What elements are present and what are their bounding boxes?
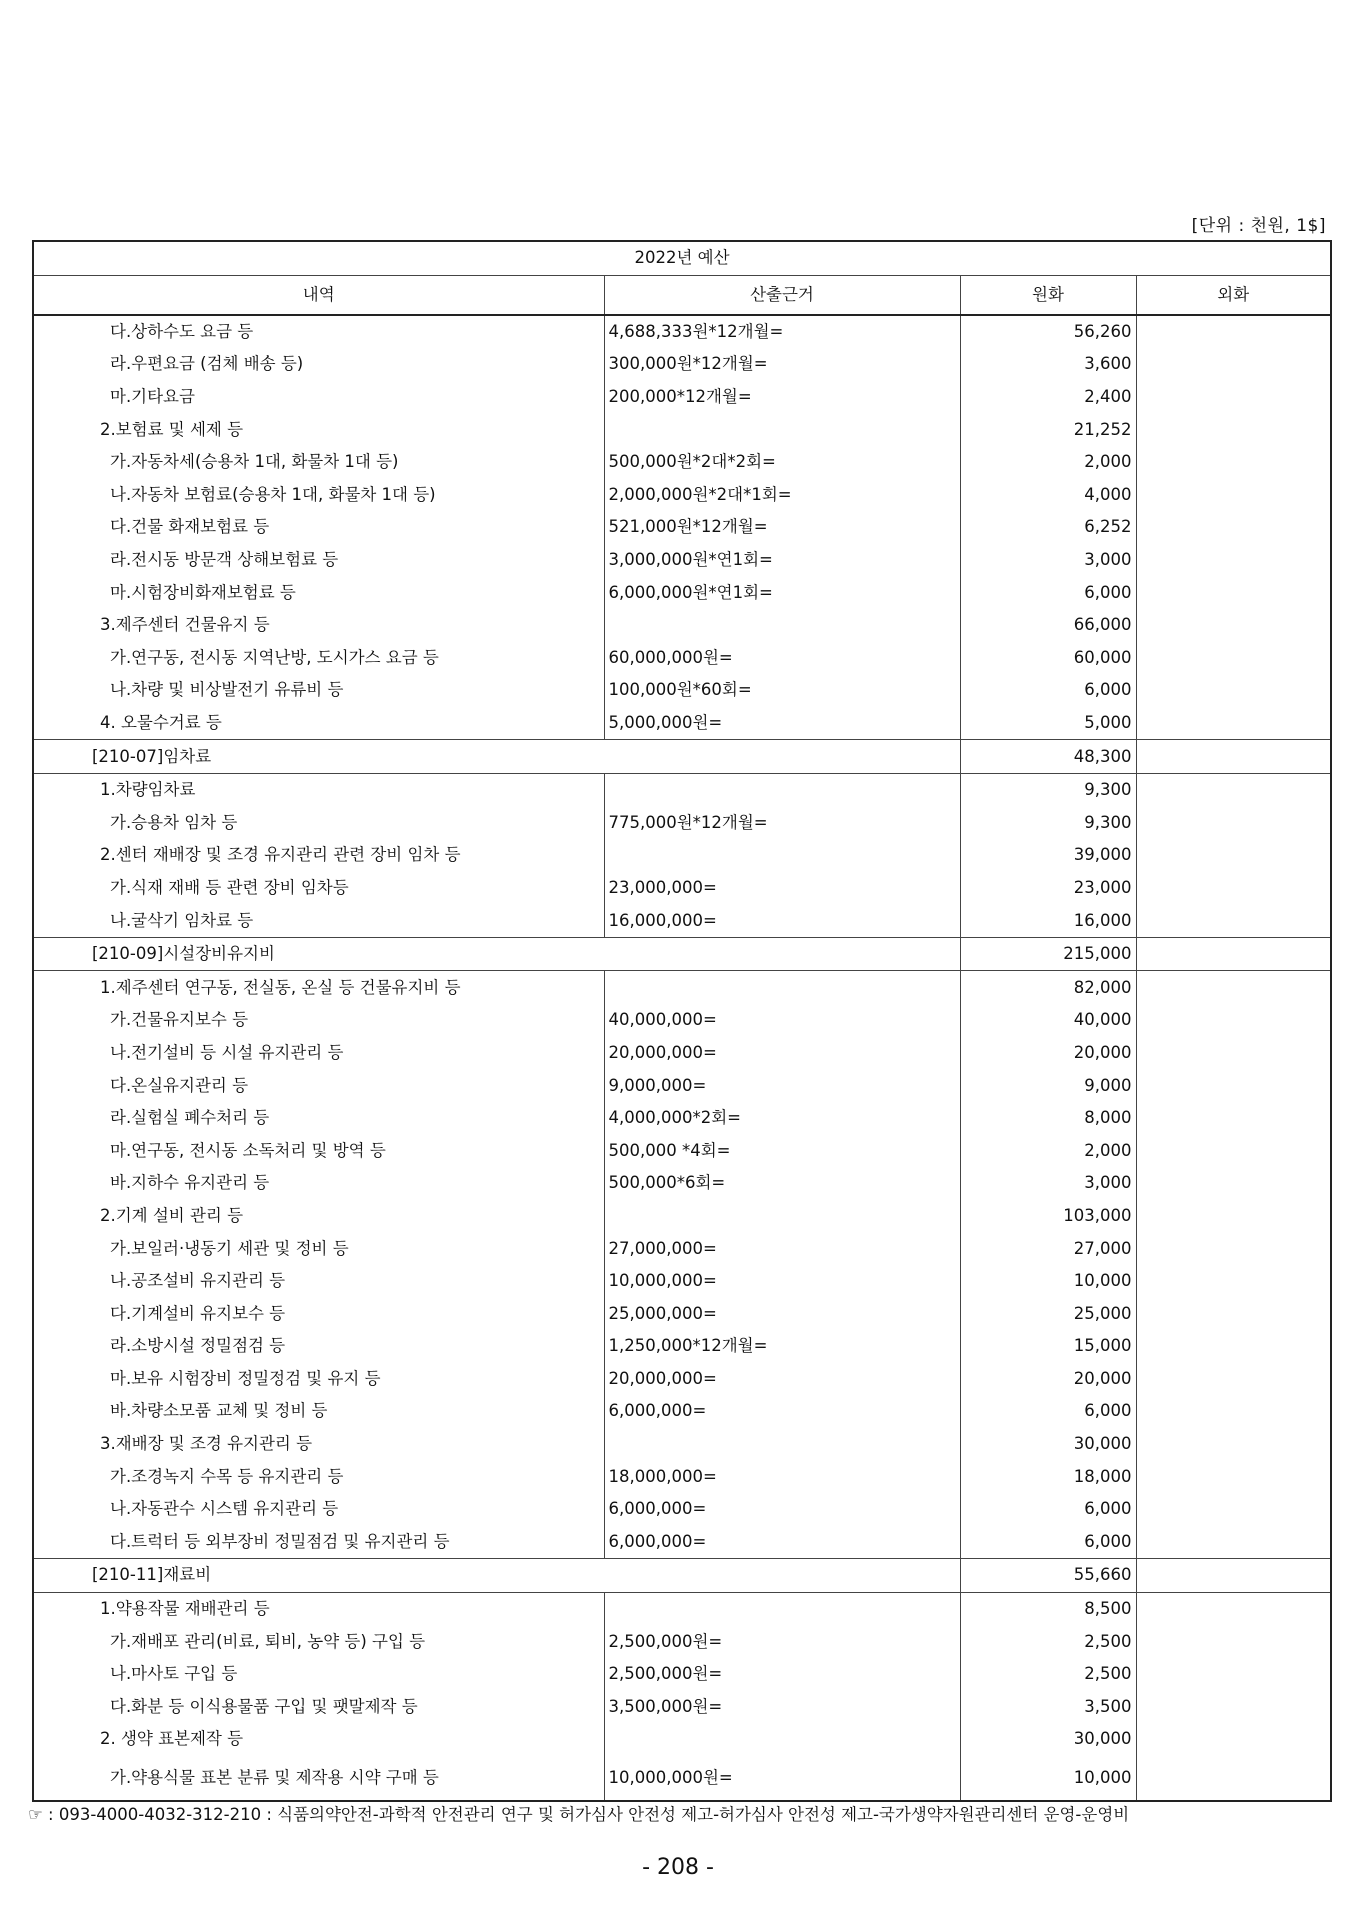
item-basis (604, 609, 960, 642)
item-amount-won: 27,000 (960, 1232, 1136, 1265)
item-basis: 100,000원*60회= (604, 674, 960, 707)
table-row (33, 1756, 1331, 1801)
item-amount-won: 25,000 (960, 1297, 1136, 1330)
item-description: 다.기계설비 유지보수 등 (33, 1297, 604, 1330)
table-row (33, 609, 1331, 642)
section-amount-won: 48,300 (960, 740, 1136, 774)
item-basis: 9,000,000= (604, 1069, 960, 1102)
item-basis: 300,000원*12개월= (604, 348, 960, 381)
item-description: 다.건물 화재보험료 등 (33, 511, 604, 544)
item-basis (604, 773, 960, 806)
item-amount-won: 16,000 (960, 904, 1136, 937)
table-row (33, 544, 1331, 577)
item-basis: 2,000,000원*2대*1회= (604, 479, 960, 512)
item-description: 나.공조설비 유지관리 등 (33, 1265, 604, 1298)
item-basis: 500,000 *4회= (604, 1134, 960, 1167)
item-basis: 27,000,000= (604, 1232, 960, 1265)
table-row (33, 348, 1331, 381)
item-basis: 1,250,000*12개월= (604, 1330, 960, 1363)
amount-foreign (1136, 1232, 1331, 1265)
amount-foreign (1136, 446, 1331, 479)
item-amount-won: 3,000 (960, 1167, 1136, 1200)
item-basis (604, 1428, 960, 1461)
table-row (33, 1395, 1331, 1428)
table-row (33, 707, 1331, 740)
table-row (33, 674, 1331, 707)
table-row (33, 1526, 1331, 1559)
item-basis (604, 971, 960, 1004)
item-amount-won: 21,252 (960, 413, 1136, 446)
item-description: 2.기계 설비 관리 등 (33, 1200, 604, 1233)
table-row (33, 315, 1331, 349)
amount-foreign (1136, 609, 1331, 642)
amount-foreign (1136, 839, 1331, 872)
footnote: ☞ : 093-4000-4032-312-210 : 식품의약안전-과학적 안전관리 연구 및 허가심사 안전성 제고-허가심사 안전성 제고-국가생약자원관리센터 운영-운영비 (28, 1805, 1130, 1824)
table-row (33, 1200, 1331, 1233)
amount-foreign (1136, 904, 1331, 937)
item-description: 나.자동관수 시스템 유지관리 등 (33, 1493, 604, 1526)
table-row (33, 904, 1331, 937)
amount-foreign (1136, 1363, 1331, 1396)
item-description: 3.재배장 및 조경 유지관리 등 (33, 1428, 604, 1461)
amount-foreign (1136, 1395, 1331, 1428)
table-row (33, 1167, 1331, 1200)
amount-foreign (1136, 1330, 1331, 1363)
item-basis: 18,000,000= (604, 1460, 960, 1493)
item-basis (604, 839, 960, 872)
item-amount-won: 66,000 (960, 609, 1136, 642)
item-amount-won: 15,000 (960, 1330, 1136, 1363)
item-description: 가.건물유지보수 등 (33, 1004, 604, 1037)
item-amount-won: 10,000 (960, 1756, 1136, 1801)
section-amount-won: 55,660 (960, 1559, 1136, 1593)
table-row (33, 642, 1331, 675)
amount-foreign (1136, 1625, 1331, 1658)
item-amount-won: 30,000 (960, 1428, 1136, 1461)
table-row (33, 1037, 1331, 1070)
item-basis: 4,688,333원*12개월= (604, 315, 960, 349)
item-description: 나.굴삭기 임차료 등 (33, 904, 604, 937)
item-description: 다.상하수도 요금 등 (33, 315, 604, 349)
amount-foreign (1136, 315, 1331, 349)
item-amount-won: 6,000 (960, 576, 1136, 609)
table-row (33, 1232, 1331, 1265)
item-amount-won: 3,000 (960, 544, 1136, 577)
amount-foreign (1136, 674, 1331, 707)
amount-foreign (1136, 1297, 1331, 1330)
header-description: 내역 (33, 275, 604, 315)
table-row (33, 807, 1331, 840)
item-description: 다.트럭터 등 외부장비 정밀점검 및 유지관리 등 (33, 1526, 604, 1559)
item-description: 가.승용차 임차 등 (33, 807, 604, 840)
item-amount-won: 4,000 (960, 479, 1136, 512)
amount-foreign (1136, 740, 1331, 774)
section-title: [210-09]시설장비유지비 (33, 937, 960, 971)
table-row (33, 1723, 1331, 1756)
amount-foreign (1136, 1428, 1331, 1461)
section-row (33, 740, 1331, 774)
item-basis: 10,000,000= (604, 1265, 960, 1298)
item-amount-won: 9,300 (960, 773, 1136, 806)
item-amount-won: 2,000 (960, 1134, 1136, 1167)
item-description: 가.식재 재배 등 관련 장비 임차등 (33, 872, 604, 905)
item-description: 마.연구동, 전시동 소독처리 및 방역 등 (33, 1134, 604, 1167)
item-basis: 6,000,000원*연1회= (604, 576, 960, 609)
table-row (33, 1265, 1331, 1298)
table-row (33, 1428, 1331, 1461)
amount-foreign (1136, 1493, 1331, 1526)
section-amount-won: 215,000 (960, 937, 1136, 971)
item-basis: 20,000,000= (604, 1363, 960, 1396)
item-basis: 25,000,000= (604, 1297, 960, 1330)
item-amount-won: 9,300 (960, 807, 1136, 840)
item-description: 라.전시동 방문객 상해보험료 등 (33, 544, 604, 577)
table-row (33, 971, 1331, 1004)
item-description: 다.화분 등 이식용물품 구입 및 팻말제작 등 (33, 1691, 604, 1724)
amount-foreign (1136, 1134, 1331, 1167)
amount-foreign (1136, 773, 1331, 806)
item-basis (604, 1200, 960, 1233)
item-amount-won: 2,000 (960, 446, 1136, 479)
item-basis: 775,000원*12개월= (604, 807, 960, 840)
item-basis: 20,000,000= (604, 1037, 960, 1070)
item-description: 2. 생약 표본제작 등 (33, 1723, 604, 1756)
amount-foreign (1136, 1102, 1331, 1135)
item-basis: 3,000,000원*연1회= (604, 544, 960, 577)
amount-foreign (1136, 1200, 1331, 1233)
item-description: 가.재배포 관리(비료, 퇴비, 농약 등) 구입 등 (33, 1625, 604, 1658)
item-description: 1.약용작물 재배관리 등 (33, 1592, 604, 1625)
table-row (33, 1004, 1331, 1037)
item-amount-won: 8,000 (960, 1102, 1136, 1135)
budget-table (32, 240, 1332, 1802)
item-description: 1.제주센터 연구동, 전실동, 온실 등 건물유지비 등 (33, 971, 604, 1004)
amount-foreign (1136, 576, 1331, 609)
amount-foreign (1136, 479, 1331, 512)
table-row (33, 839, 1331, 872)
item-basis (604, 413, 960, 446)
item-amount-won: 82,000 (960, 971, 1136, 1004)
amount-foreign (1136, 1167, 1331, 1200)
table-row (33, 479, 1331, 512)
item-basis: 6,000,000= (604, 1526, 960, 1559)
item-amount-won: 103,000 (960, 1200, 1136, 1233)
table-row (33, 1297, 1331, 1330)
item-description: 나.자동차 보험료(승용차 1대, 화물차 1대 등) (33, 479, 604, 512)
amount-foreign (1136, 1756, 1331, 1801)
item-basis (604, 1592, 960, 1625)
table-row (33, 1592, 1331, 1625)
item-description: 다.온실유지관리 등 (33, 1069, 604, 1102)
section-title: [210-07]임차료 (33, 740, 960, 774)
table-row (33, 1493, 1331, 1526)
item-description: 1.차량임차료 (33, 773, 604, 806)
item-description: 가.보일러·냉동기 세관 및 정비 등 (33, 1232, 604, 1265)
amount-foreign (1136, 1691, 1331, 1724)
item-description: 마.기타요금 (33, 381, 604, 414)
item-description: 라.우편요금 (검체 배송 등) (33, 348, 604, 381)
item-amount-won: 20,000 (960, 1363, 1136, 1396)
table-row (33, 381, 1331, 414)
item-basis: 6,000,000= (604, 1493, 960, 1526)
item-amount-won: 6,000 (960, 1526, 1136, 1559)
item-basis: 500,000원*2대*2회= (604, 446, 960, 479)
item-amount-won: 23,000 (960, 872, 1136, 905)
table-row (33, 1330, 1331, 1363)
amount-foreign (1136, 1265, 1331, 1298)
header-won: 원화 (960, 275, 1136, 315)
item-amount-won: 6,000 (960, 1493, 1136, 1526)
item-amount-won: 20,000 (960, 1037, 1136, 1070)
table-row (33, 1625, 1331, 1658)
item-amount-won: 3,500 (960, 1691, 1136, 1724)
item-basis: 3,500,000원= (604, 1691, 960, 1724)
item-basis: 10,000,000원= (604, 1756, 960, 1801)
amount-foreign (1136, 1526, 1331, 1559)
amount-foreign (1136, 544, 1331, 577)
amount-foreign (1136, 937, 1331, 971)
item-amount-won: 30,000 (960, 1723, 1136, 1756)
item-basis: 5,000,000원= (604, 707, 960, 740)
table-row (33, 872, 1331, 905)
item-basis: 60,000,000원= (604, 642, 960, 675)
item-amount-won: 18,000 (960, 1460, 1136, 1493)
table-row (33, 773, 1331, 806)
item-amount-won: 8,500 (960, 1592, 1136, 1625)
amount-foreign (1136, 1723, 1331, 1756)
item-amount-won: 40,000 (960, 1004, 1136, 1037)
item-basis (604, 1723, 960, 1756)
item-amount-won: 2,500 (960, 1625, 1136, 1658)
item-description: 라.소방시설 정밀점검 등 (33, 1330, 604, 1363)
amount-foreign (1136, 971, 1331, 1004)
table-row (33, 1691, 1331, 1724)
amount-foreign (1136, 1004, 1331, 1037)
unit-label: [단위 : 천원, 1$] (1191, 216, 1326, 236)
item-description: 바.차량소모품 교체 및 정비 등 (33, 1395, 604, 1428)
item-amount-won: 2,500 (960, 1658, 1136, 1691)
item-amount-won: 60,000 (960, 642, 1136, 675)
item-basis: 2,500,000원= (604, 1658, 960, 1691)
page-number: - 208 - (642, 1855, 714, 1880)
item-description: 나.마사토 구입 등 (33, 1658, 604, 1691)
table-body (33, 315, 1331, 1801)
item-description: 나.차량 및 비상발전기 유류비 등 (33, 674, 604, 707)
amount-foreign (1136, 1069, 1331, 1102)
item-description: 라.실험실 폐수처리 등 (33, 1102, 604, 1135)
table-row (33, 576, 1331, 609)
amount-foreign (1136, 1460, 1331, 1493)
item-amount-won: 6,252 (960, 511, 1136, 544)
item-basis: 200,000*12개월= (604, 381, 960, 414)
table-row (33, 511, 1331, 544)
amount-foreign (1136, 872, 1331, 905)
item-amount-won: 10,000 (960, 1265, 1136, 1298)
item-description: 마.시험장비화재보험료 등 (33, 576, 604, 609)
item-basis: 2,500,000원= (604, 1625, 960, 1658)
item-description: 가.자동차세(승용차 1대, 화물차 1대 등) (33, 446, 604, 479)
item-basis: 4,000,000*2회= (604, 1102, 960, 1135)
table-row (33, 446, 1331, 479)
table-row (33, 1363, 1331, 1396)
item-amount-won: 2,400 (960, 381, 1136, 414)
item-description: 바.지하수 유지관리 등 (33, 1167, 604, 1200)
amount-foreign (1136, 511, 1331, 544)
amount-foreign (1136, 413, 1331, 446)
amount-foreign (1136, 642, 1331, 675)
amount-foreign (1136, 807, 1331, 840)
item-amount-won: 3,600 (960, 348, 1136, 381)
header-basis: 산출근거 (604, 275, 960, 315)
item-amount-won: 9,000 (960, 1069, 1136, 1102)
section-row (33, 1559, 1331, 1593)
item-description: 2.센터 재배장 및 조경 유지관리 관련 장비 임차 등 (33, 839, 604, 872)
amount-foreign (1136, 707, 1331, 740)
header-foreign: 외화 (1136, 275, 1331, 315)
item-amount-won: 56,260 (960, 315, 1136, 349)
item-basis: 16,000,000= (604, 904, 960, 937)
item-description: 4. 오물수거료 등 (33, 707, 604, 740)
item-basis: 6,000,000= (604, 1395, 960, 1428)
table-row (33, 1658, 1331, 1691)
amount-foreign (1136, 1592, 1331, 1625)
item-description: 나.전기설비 등 시설 유지관리 등 (33, 1037, 604, 1070)
table-row (33, 1102, 1331, 1135)
item-description: 3.제주센터 건물유지 등 (33, 609, 604, 642)
amount-foreign (1136, 1658, 1331, 1691)
amount-foreign (1136, 348, 1331, 381)
amount-foreign (1136, 1559, 1331, 1593)
item-amount-won: 6,000 (960, 674, 1136, 707)
table-row (33, 1069, 1331, 1102)
item-amount-won: 5,000 (960, 707, 1136, 740)
section-title: [210-11]재료비 (33, 1559, 960, 1593)
item-basis: 40,000,000= (604, 1004, 960, 1037)
table-row (33, 1134, 1331, 1167)
item-description: 2.보험료 및 세제 등 (33, 413, 604, 446)
amount-foreign (1136, 381, 1331, 414)
item-description: 가.약용식물 표본 분류 및 제작용 시약 구매 등 (33, 1756, 604, 1801)
section-row (33, 937, 1331, 971)
item-description: 가.조경녹지 수목 등 유지관리 등 (33, 1460, 604, 1493)
amount-foreign (1136, 1037, 1331, 1070)
item-basis: 500,000*6회= (604, 1167, 960, 1200)
item-amount-won: 6,000 (960, 1395, 1136, 1428)
table-row (33, 1460, 1331, 1493)
table-row (33, 413, 1331, 446)
item-amount-won: 39,000 (960, 839, 1136, 872)
item-basis: 23,000,000= (604, 872, 960, 905)
item-description: 마.보유 시험장비 정밀정검 및 유지 등 (33, 1363, 604, 1396)
table-title: 2022년 예산 (33, 241, 1331, 275)
item-description: 가.연구동, 전시동 지역난방, 도시가스 요금 등 (33, 642, 604, 675)
item-basis: 521,000원*12개월= (604, 511, 960, 544)
